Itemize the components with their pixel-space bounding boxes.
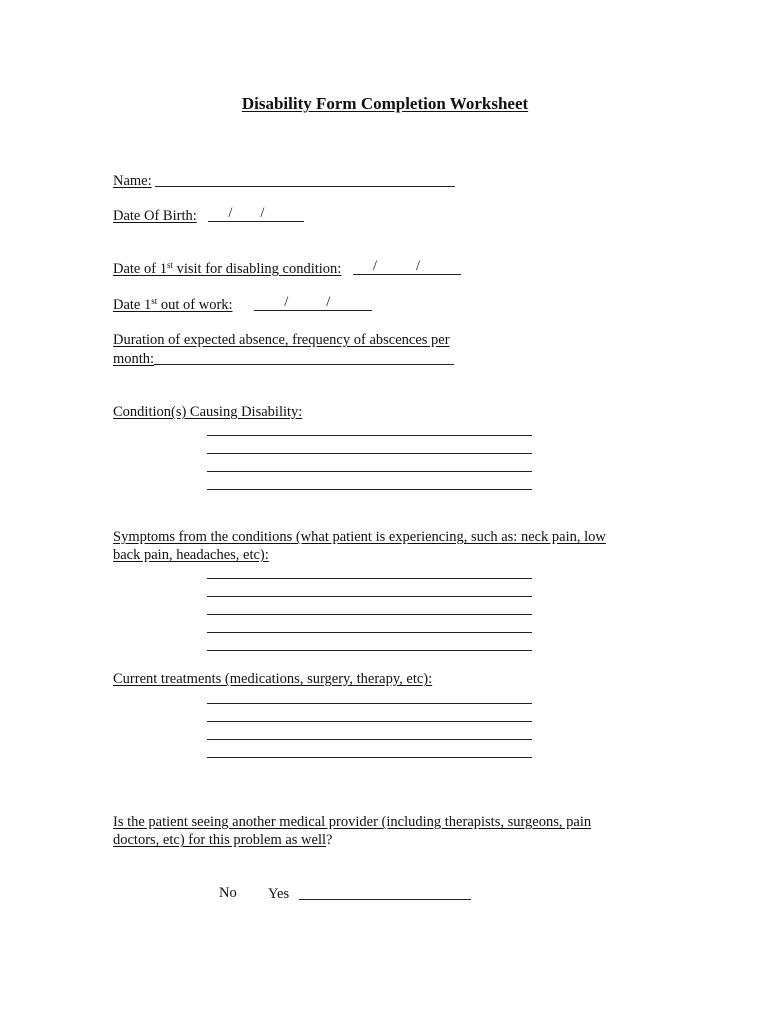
conditions-line-3[interactable] [207,471,532,472]
first-out-row [113,296,372,314]
provider-question-line1: Is the patient seeing another medical provider (including therapists, surgeons, pain [113,814,592,830]
name-row [113,172,455,190]
first-out-label: Date 1st out of work: [113,296,233,313]
conditions-label: Condition(s) Causing Disability: [113,404,303,420]
first-out-slash-1: / [284,294,289,310]
symptoms-line-2[interactable] [207,596,532,597]
treatments-line-2[interactable] [207,721,532,722]
symptoms-label-line2: back pain, headaches, etc): [113,547,269,563]
first-visit-slash-1: / [372,258,377,274]
duration-row [113,350,454,368]
conditions-line-1[interactable] [207,435,532,436]
treatments-line-3[interactable] [207,739,532,740]
first-visit-label: Date of 1st visit for disabling condition: [113,260,342,277]
answer-yes[interactable]: Yes [268,886,290,902]
symptoms-line-4[interactable] [207,632,532,633]
answer-yes-field[interactable] [299,885,471,900]
first-out-field[interactable] [254,296,372,311]
conditions-line-2[interactable] [207,453,532,454]
symptoms-line-1[interactable] [207,578,532,579]
duration-label-line2: month: [113,351,155,367]
duration-label-line1: Duration of expected absence, frequency of abscences per [113,332,450,348]
provider-question-line2: doctors, etc) for this problem as well? [113,832,333,848]
answer-no[interactable]: No [219,885,237,901]
dob-slash-1: / [228,205,233,221]
conditions-line-4[interactable] [207,489,532,490]
name-label: Name: [113,173,152,189]
name-field[interactable] [155,172,455,187]
treatments-line-4[interactable] [207,757,532,758]
duration-field[interactable] [154,350,454,365]
symptoms-line-3[interactable] [207,614,532,615]
treatments-label: Current treatments (medications, surgery, therapy, etc): [113,671,433,687]
dob-label: Date Of Birth: [113,208,197,224]
symptoms-line-5[interactable] [207,650,532,651]
dob-slash-2: / [260,205,265,221]
symptoms-label-line1: Symptoms from the conditions (what patient is experiencing, such as: neck pain, low [113,529,606,545]
answer-yes-row [268,885,471,903]
first-visit-slash-2: / [415,258,420,274]
dob-field[interactable] [208,207,304,222]
first-visit-field[interactable] [353,260,461,275]
treatments-line-1[interactable] [207,703,532,704]
page-title: Disability Form Completion Worksheet [241,94,529,113]
first-out-slash-2: / [326,294,331,310]
first-visit-row [113,260,461,278]
dob-row [113,207,304,225]
